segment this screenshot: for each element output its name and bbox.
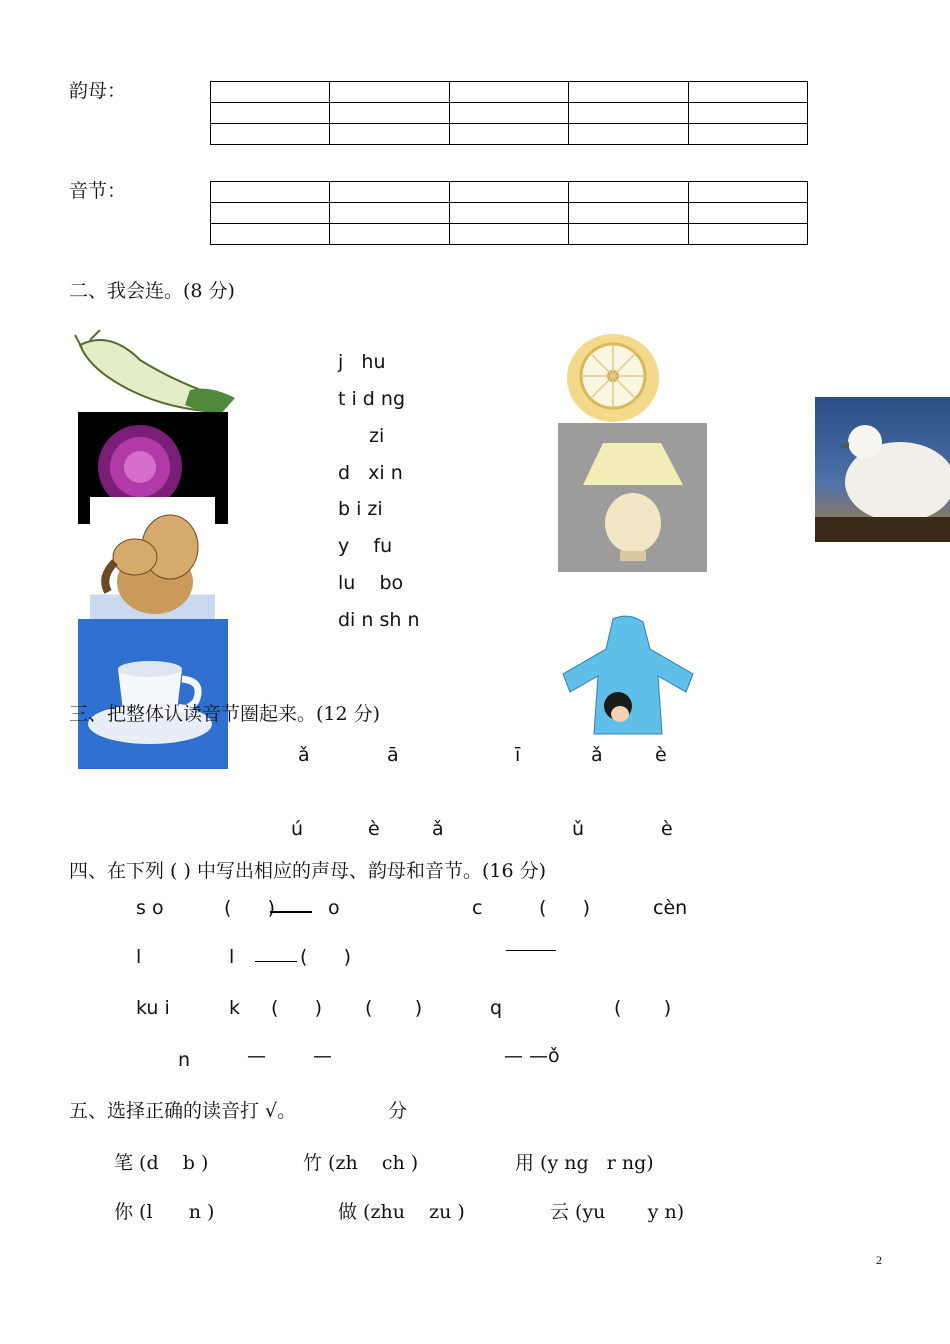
- table-cell: [569, 224, 688, 245]
- s4-text: c: [472, 897, 483, 919]
- section5-score: 分: [388, 1100, 408, 1122]
- s4-line: [506, 950, 556, 951]
- tone-mark: è: [661, 818, 673, 840]
- table-cell: [211, 103, 330, 124]
- table-cell: [449, 182, 568, 203]
- page-number: 2: [876, 1253, 882, 1267]
- tone-mark: ǎ: [591, 744, 603, 766]
- table-cell: [688, 124, 807, 145]
- table-cell: [569, 124, 688, 145]
- table-cell: [449, 103, 568, 124]
- s4-text: o: [328, 897, 340, 919]
- table-cell: [449, 124, 568, 145]
- s4-bracket: ( ): [539, 897, 591, 919]
- s4-line: [270, 911, 312, 913]
- yunmu-table: [210, 81, 808, 145]
- table-cell: [330, 224, 449, 245]
- s4-text: q: [490, 997, 503, 1019]
- tone-mark: è: [368, 818, 380, 840]
- table-cell: [330, 124, 449, 145]
- table-cell: [569, 82, 688, 103]
- s4-text: n: [178, 1049, 191, 1071]
- s4-text: —: [247, 1045, 266, 1067]
- table-cell: [211, 182, 330, 203]
- table-cell: [688, 103, 807, 124]
- table-cell: [211, 124, 330, 145]
- tone-mark: ú: [291, 818, 304, 840]
- pinyin-item: zi: [369, 425, 385, 447]
- tone-mark: ǎ: [432, 818, 444, 840]
- radish-image: [70, 330, 235, 415]
- s4-text: cèn: [653, 897, 688, 919]
- tone-mark: è: [655, 744, 667, 766]
- tone-mark: ǔ: [572, 818, 585, 840]
- pinyin-item: lu bo: [338, 572, 404, 594]
- table-cell: [330, 203, 449, 224]
- table-cell: [449, 224, 568, 245]
- choice-item: 竹 (zh ch ): [303, 1152, 419, 1174]
- s4-bracket: ( ): [271, 997, 323, 1019]
- s4-text: ku i: [136, 997, 170, 1019]
- table-cell: [330, 182, 449, 203]
- s4-bracket: ( ): [614, 997, 672, 1019]
- s4-bracket: ( ): [365, 997, 423, 1019]
- pinyin-item: y fu: [338, 535, 393, 557]
- table-cell: [688, 224, 807, 245]
- table-cell: [569, 203, 688, 224]
- section4-title: 四、在下列 ( ) 中写出相应的声母、韵母和音节。(16 分): [69, 860, 546, 882]
- s4-text: —: [313, 1045, 332, 1067]
- table-cell: [569, 182, 688, 203]
- s4-text: — —ǒ: [504, 1045, 560, 1067]
- s4-text: s o: [136, 897, 164, 919]
- s4-bracket: ( ): [300, 946, 352, 968]
- tone-mark: ā: [387, 744, 399, 766]
- pinyin-item: d xi n: [338, 462, 403, 484]
- fan-image: [563, 328, 663, 423]
- s4-bracket: ( ): [224, 897, 276, 919]
- choice-item: 用 (y ng r ng): [515, 1152, 654, 1174]
- dove-image: [815, 397, 950, 542]
- cup-image: [78, 619, 228, 769]
- table-cell: [330, 103, 449, 124]
- yinjie-table: [210, 181, 808, 245]
- s4-text: k: [229, 997, 241, 1019]
- table-cell: [330, 82, 449, 103]
- table-cell: [688, 182, 807, 203]
- table-cell: [569, 103, 688, 124]
- s4-text: l: [229, 946, 235, 968]
- table-cell: [211, 203, 330, 224]
- pinyin-item: b i zi: [338, 498, 383, 520]
- tone-mark: ī: [515, 744, 521, 766]
- choice-item: 笔 (d b ): [114, 1152, 209, 1174]
- table-cell: [688, 203, 807, 224]
- table-cell: [211, 82, 330, 103]
- pinyin-item: j hu: [338, 351, 386, 373]
- table-cell: [211, 224, 330, 245]
- elephant-image: [90, 497, 215, 622]
- pinyin-item: t i d ng: [338, 388, 406, 410]
- raincoat-image: [558, 614, 698, 736]
- table-cell: [449, 203, 568, 224]
- section5-title: 五、选择正确的读音打 √。: [69, 1100, 297, 1122]
- lamp-image: [558, 423, 707, 572]
- s4-text: l: [136, 946, 142, 968]
- table-cell: [688, 82, 807, 103]
- table-cell: [449, 82, 568, 103]
- choice-item: 你 (l n ): [114, 1201, 215, 1223]
- choice-item: 做 (zhu zu ): [338, 1201, 465, 1223]
- section2-title: 二、我会连。(8 分): [69, 280, 235, 302]
- s4-line: [255, 961, 297, 962]
- pinyin-item: di n sh n: [338, 609, 420, 631]
- label-yinjie: 音节：: [69, 180, 127, 202]
- tone-mark: ǎ: [298, 744, 310, 766]
- label-yunmu: 韵母：: [69, 80, 127, 102]
- section3-title: 三、把整体认读音节圈起来。(12 分): [69, 703, 381, 725]
- choice-item: 云 (yu y n): [550, 1201, 685, 1223]
